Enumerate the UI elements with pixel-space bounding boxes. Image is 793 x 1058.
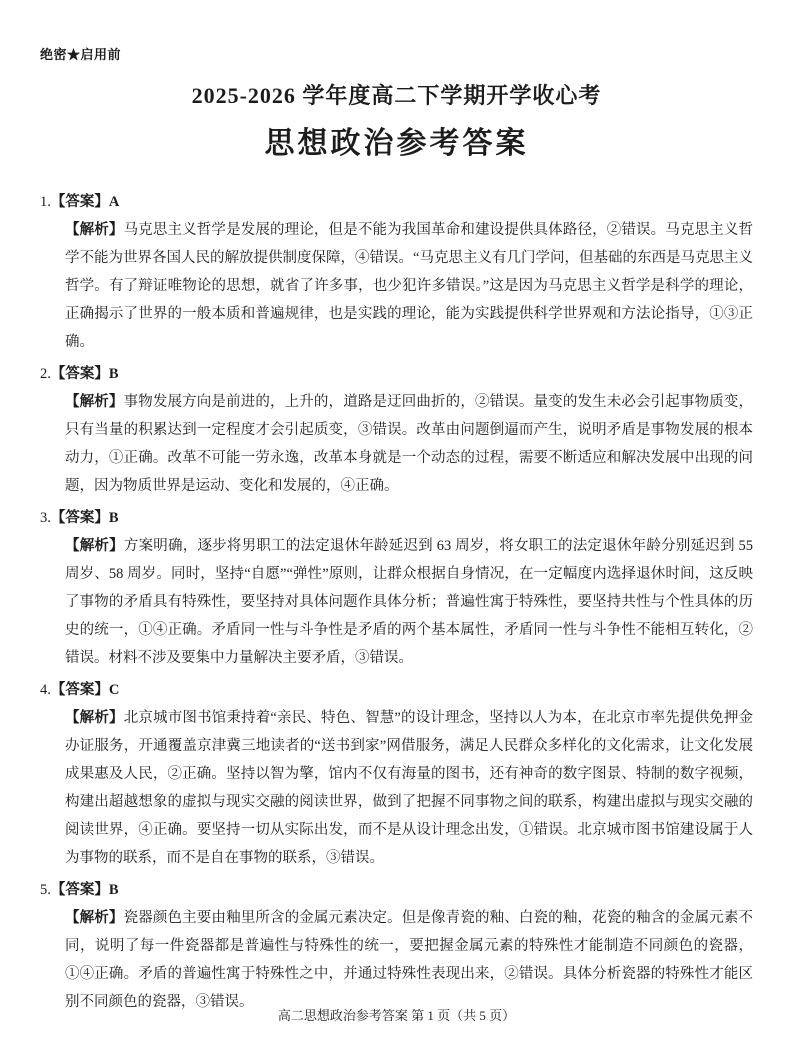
analysis-paragraph: [65, 704, 753, 872]
page-footer: 高二思想政治参考答案 第 1 页（共 5 页）: [277, 1008, 516, 1023]
answer-number: 1.: [40, 194, 51, 210]
analysis-label: 【解析】: [65, 710, 124, 726]
answer-item-5: [40, 876, 753, 1016]
answer-letter: B: [108, 510, 119, 526]
analysis-label: 【解析】: [65, 222, 124, 238]
security-label: 绝密★启用前: [40, 47, 122, 62]
analysis-text: 方案明确，逐步将男职工的法定退休年龄延迟到 63 周岁，将女职工的法定退休年龄分别延迟到 55 周岁、58 周岁。同时，坚持“自愿”“弹性”原则，让群众根据自身情况，在一定幅度内选择退休时间，这反映了事物的矛盾具有特殊性，要坚持对具体问题作具体分析；普遍性寓于特殊性，要坚持共性与个性具体的历史的统一，①④正确。矛盾同一性与斗争性是矛盾的两个基本属性，矛盾同一性与斗争性不能相互转化，②错误。材料不涉及要集中力量解决主要矛盾，③错误。: [65, 538, 754, 666]
answer-letter: B: [108, 882, 119, 898]
answer-number: 3.: [40, 510, 51, 526]
answer-line: [40, 188, 753, 216]
answer-label: 【答案】: [50, 366, 109, 382]
answer-item-4: [40, 676, 753, 872]
analysis-text: 马克思主义哲学是发展的理论，但是不能为我国革命和建设提供具体路径，②错误。马克思主义哲学不能为世界各国人民的解放提供制度保障，④错误。“马克思主义有几门学问，但基础的东西是马克思主义哲学。有了辩证唯物论的思想，就省了许多事，也少犯许多错误。”这是因为马克思主义哲学是科学的理论，正确揭示了世界的一般本质和普遍规律，也是实践的理论，能为实践提供科学世界观和方法论指导，①③正确。: [65, 222, 754, 350]
analysis-paragraph: [65, 904, 753, 1016]
analysis-label: 【解析】: [65, 538, 124, 554]
answer-label: 【答案】: [50, 194, 109, 210]
analysis-paragraph: [65, 388, 753, 500]
analysis-paragraph: [65, 216, 753, 356]
analysis-text: 事物发展方向是前进的，上升的，道路是迂回曲折的，②错误。量变的发生未必会引起事物质变，只有当量的积累达到一定程度才会引起质变，③错误。改革由问题倒逼而产生，说明矛盾是事物发展的根本动力，①正确。改革不可能一劳永逸，改革本身就是一个动态的过程，需要不断适应和解决发展中出现的问题，因为物质世界是运动、变化和发展的，④正确。: [65, 394, 754, 494]
analysis-text: 瓷器颜色主要由釉里所含的金属元素决定。但是像青瓷的釉、白瓷的釉，花瓷的釉含的金属元素不同，说明了每一件瓷器都是普遍性与特殊性的统一，要把握金属元素的特殊性才能制造不同颜色的瓷器，①④正确。矛盾的普遍性寓于特殊性之中，并通过特殊性表现出来，②错误。具体分析瓷器的特殊性才能区别不同颜色的瓷器，③错误。: [65, 910, 754, 1010]
analysis-paragraph: [65, 532, 753, 672]
page-title-subject: 思想政治参考答案: [264, 127, 529, 160]
answer-item-2: [40, 360, 753, 500]
analysis-text: 北京城市图书馆秉持着“亲民、特色、智慧”的设计理念，坚持以人为本，在北京市率先提供免押金办证服务，开通覆盖京津冀三地读者的“送书到家”网借服务，满足人民群众多样化的文化需求，让文化发展成果惠及人民，②正确。坚持以智为擎，馆内不仅有海量的图书，还有神奇的数字图景、特制的数字视频，构建出超越想象的虚拟与现实交融的阅读世界，做到了把握不同事物之间的联系，构建出虚拟与现实交融的阅读世界，④正确。要坚持一切从实际出发，而不是从设计理念出发，①错误。北京城市图书馆建设属于人为事物的联系，而不是自在事物的联系，③错误。: [65, 710, 754, 866]
answer-number: 4.: [40, 682, 51, 698]
answer-line: [40, 676, 753, 704]
answer-line: [40, 360, 753, 388]
analysis-label: 【解析】: [65, 910, 124, 926]
answer-label: 【答案】: [50, 682, 109, 698]
answer-line: [40, 504, 753, 532]
page-title-exam: 2025-2026 学年度高二下学期开学收心考: [191, 83, 602, 108]
answer-letter: B: [108, 366, 119, 382]
answer-line: [40, 876, 753, 904]
answer-letter: C: [108, 682, 120, 698]
answer-item-3: [40, 504, 753, 672]
answer-label: 【答案】: [50, 882, 109, 898]
answer-number: 2.: [40, 366, 51, 382]
answer-label: 【答案】: [50, 510, 109, 526]
answer-number: 5.: [40, 882, 51, 898]
answer-letter: A: [108, 194, 120, 210]
answers-section: [40, 188, 753, 1016]
answer-item-1: [40, 188, 753, 356]
analysis-label: 【解析】: [65, 394, 124, 410]
